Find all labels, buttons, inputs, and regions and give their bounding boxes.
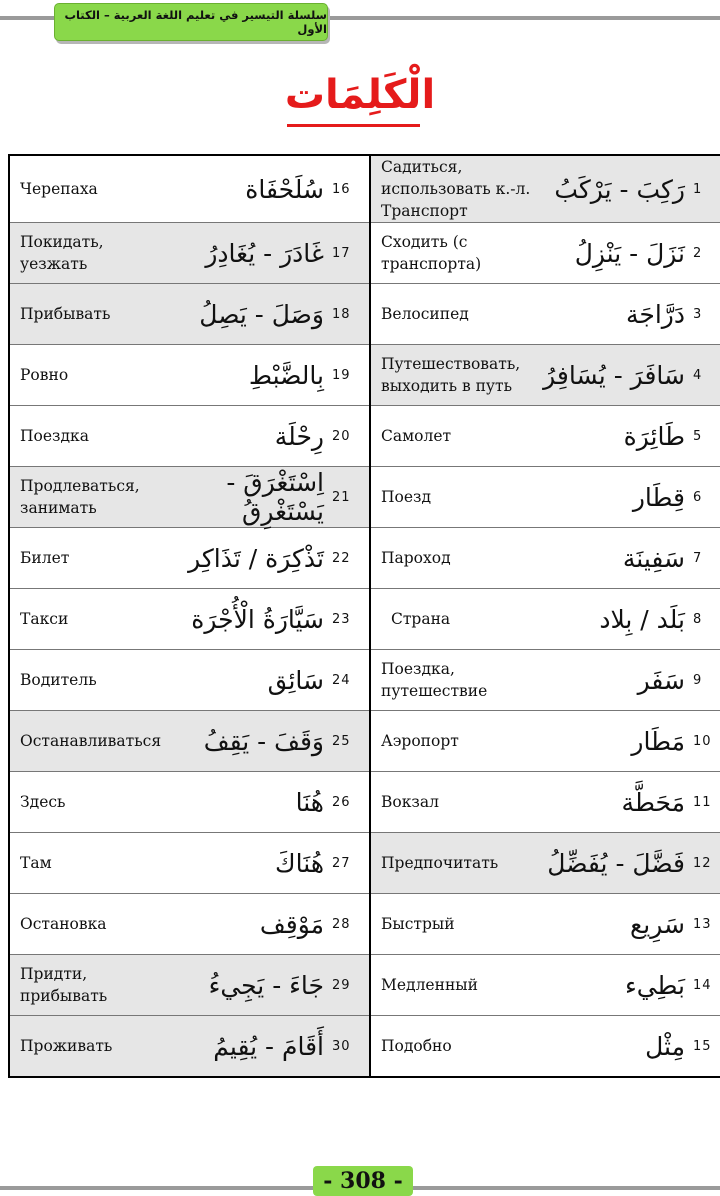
entry-number: 15: [689, 1016, 720, 1078]
entry-number: 5: [689, 406, 720, 467]
entry-number: 11: [689, 772, 720, 833]
arabic-word: وَصَلَ - يَصِلُ: [174, 284, 328, 345]
table-row: [9, 1016, 720, 1078]
entry-number: 30: [328, 1016, 370, 1078]
arabic-word: سَيَّارَةُ الْأُجْرَة: [174, 589, 328, 650]
entry-number: 4: [689, 345, 720, 406]
arabic-word: رِحْلَة: [174, 406, 328, 467]
table-row: [9, 711, 720, 772]
entry-number: 7: [689, 528, 720, 589]
table-row: [9, 467, 720, 528]
table-row: [9, 772, 720, 833]
arabic-word: سَفَر: [535, 650, 689, 711]
translation-cell: Покидать, уезжать: [9, 223, 174, 284]
arabic-word: سَائِق: [174, 650, 328, 711]
entry-number: 19: [328, 345, 370, 406]
translation-cell: Водитель: [9, 650, 174, 711]
entry-number: 12: [689, 833, 720, 894]
arabic-word: هُنَا: [174, 772, 328, 833]
entry-number: 26: [328, 772, 370, 833]
table-row: [9, 955, 720, 1016]
entry-number: 22: [328, 528, 370, 589]
entry-number: 9: [689, 650, 720, 711]
table-row: [9, 528, 720, 589]
page-number-badge: [313, 1166, 413, 1196]
translation-cell: Останавливаться: [9, 711, 174, 772]
translation-cell: Вокзал: [370, 772, 535, 833]
arabic-word: اِسْتَغْرَقَ - يَسْتَغْرِقُ: [174, 467, 328, 528]
arabic-word: تَذْكِرَة / تَذَاكِر: [174, 528, 328, 589]
entry-number: 8: [689, 589, 720, 650]
arabic-word: مَوْقِف: [174, 894, 328, 955]
series-title-badge: [54, 3, 328, 41]
arabic-word: نَزَلَ - يَنْزِلُ: [535, 223, 689, 284]
arabic-word: مِثْل: [535, 1016, 689, 1078]
translation-cell: Придти, прибывать: [9, 955, 174, 1016]
arabic-word: سَافَرَ - يُسَافِرُ: [535, 345, 689, 406]
arabic-word: سُلَحْفَاة: [174, 155, 328, 223]
translation-cell: Прибывать: [9, 284, 174, 345]
arabic-word: مَطَار: [535, 711, 689, 772]
arabic-word: بِالضَّبْطِ: [174, 345, 328, 406]
table-row: [9, 894, 720, 955]
arabic-word: رَكِبَ - يَرْكَبُ: [535, 155, 689, 223]
entry-number: 6: [689, 467, 720, 528]
translation-cell: Подобно: [370, 1016, 535, 1078]
arabic-word: قِطَار: [535, 467, 689, 528]
arabic-word: وَقَفَ - يَقِفُ: [174, 711, 328, 772]
table-row: [9, 589, 720, 650]
translation-cell: Продлеваться, занимать: [9, 467, 174, 528]
entry-number: 25: [328, 711, 370, 772]
entry-number: 29: [328, 955, 370, 1016]
translation-cell: Сходить (с транспорта): [370, 223, 535, 284]
table-row: [9, 284, 720, 345]
translation-cell: Поездка: [9, 406, 174, 467]
translation-cell: Страна: [370, 589, 535, 650]
arabic-word: بَلَد / بِلاد: [535, 589, 689, 650]
entry-number: 1: [689, 155, 720, 223]
entry-number: 24: [328, 650, 370, 711]
translation-cell: Самолет: [370, 406, 535, 467]
translation-cell: Ровно: [9, 345, 174, 406]
translation-cell: Путешествовать, выходить в путь: [370, 345, 535, 406]
arabic-word: مَحَطَّة: [535, 772, 689, 833]
table-row: [9, 650, 720, 711]
entry-number: 13: [689, 894, 720, 955]
translation-cell: Поездка, путешествие: [370, 650, 535, 711]
entry-number: 21: [328, 467, 370, 528]
entry-number: 20: [328, 406, 370, 467]
table-row: [9, 155, 720, 223]
arabic-word: دَرَّاجَة: [535, 284, 689, 345]
translation-cell: Медленный: [370, 955, 535, 1016]
page-title: الْكَلِمَات: [284, 72, 436, 118]
arabic-word: بَطِيء: [535, 955, 689, 1016]
translation-cell: Садиться, использовать к.-л. Транспорт: [370, 155, 535, 223]
table-row: [9, 406, 720, 467]
entry-number: 18: [328, 284, 370, 345]
title-underline: [287, 124, 420, 127]
translation-cell: Такси: [9, 589, 174, 650]
entry-number: 17: [328, 223, 370, 284]
series-title: سلسلة التيسير في تعليم اللغة العربية – الكتاب الأول: [64, 8, 327, 36]
vocabulary-table: [8, 154, 720, 1078]
table-row: [9, 833, 720, 894]
entry-number: 16: [328, 155, 370, 223]
translation-cell: Здесь: [9, 772, 174, 833]
entry-number: 2: [689, 223, 720, 284]
arabic-word: سَرِيع: [535, 894, 689, 955]
arabic-word: هُنَاكَ: [174, 833, 328, 894]
translation-cell: Пароход: [370, 528, 535, 589]
translation-cell: Остановка: [9, 894, 174, 955]
translation-cell: Черепаха: [9, 155, 174, 223]
entry-number: 3: [689, 284, 720, 345]
entry-number: 28: [328, 894, 370, 955]
translation-cell: Быстрый: [370, 894, 535, 955]
arabic-word: سَفِينَة: [535, 528, 689, 589]
entry-number: 27: [328, 833, 370, 894]
translation-cell: Там: [9, 833, 174, 894]
page-number: - 308 -: [323, 1168, 403, 1194]
arabic-word: طَائِرَة: [535, 406, 689, 467]
translation-cell: Велосипед: [370, 284, 535, 345]
translation-cell: Проживать: [9, 1016, 174, 1078]
entry-number: 23: [328, 589, 370, 650]
arabic-word: فَضَّلَ - يُفَضِّلُ: [535, 833, 689, 894]
table-row: [9, 345, 720, 406]
entry-number: 10: [689, 711, 720, 772]
arabic-word: غَادَرَ - يُغَادِرُ: [174, 223, 328, 284]
arabic-word: جَاءَ - يَجِيءُ: [174, 955, 328, 1016]
table-row: [9, 223, 720, 284]
translation-cell: Аэропорт: [370, 711, 535, 772]
translation-cell: Билет: [9, 528, 174, 589]
translation-cell: Предпочитать: [370, 833, 535, 894]
translation-cell: Поезд: [370, 467, 535, 528]
entry-number: 14: [689, 955, 720, 1016]
arabic-word: أَقَامَ - يُقِيمُ: [174, 1016, 328, 1078]
